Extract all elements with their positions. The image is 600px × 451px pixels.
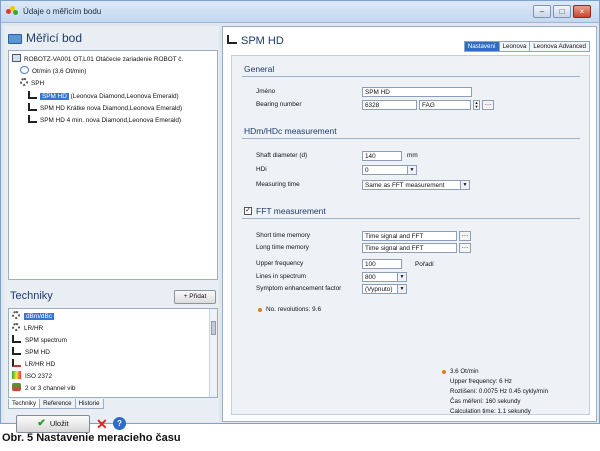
spm-icon: [28, 115, 37, 123]
measuring-point-title: Měřicí bod: [26, 31, 83, 45]
app-icon: [6, 6, 18, 17]
selected-tree-label: SPM HD: [42, 93, 67, 100]
add-technique-button[interactable]: + Přidat: [174, 290, 216, 304]
info-upper-frequency: Upper frequency: 6 Hz: [450, 378, 512, 385]
info-rpm: 3.6 Ot/min: [450, 368, 479, 375]
chevron-down-icon: ▼: [397, 285, 406, 293]
measuring-time-value: Same as FFT measurement: [365, 182, 445, 189]
divider: [242, 218, 580, 219]
title-bar[interactable]: [1, 1, 599, 23]
hdi-select[interactable]: [362, 165, 417, 175]
techniques-list[interactable]: [8, 308, 218, 398]
help-icon[interactable]: ?: [113, 417, 126, 430]
technique-label: ISO 2372: [25, 373, 53, 380]
tree-item-spm-hd-short[interactable]: [28, 103, 182, 114]
chevron-down-icon: ▼: [397, 273, 406, 281]
technique-label: dBm/dBc: [26, 313, 52, 320]
upper-frequency-field[interactable]: 100: [362, 259, 402, 269]
tree-item-label: SPM HD 4 min. nova Diamond,Leonova Emerald): [40, 117, 182, 124]
bearing-spinner[interactable]: ▲ ▼: [474, 100, 479, 109]
measurement-info: [442, 368, 582, 418]
iso-icon: [12, 371, 21, 379]
technique-spm-hd[interactable]: [12, 347, 50, 358]
close-button[interactable]: ×: [573, 5, 591, 18]
info-measuring-time: Čas měření: 160 sekundy: [450, 398, 521, 405]
tree-item-machine[interactable]: [12, 54, 183, 65]
short-memory-label: Short time memory: [256, 232, 310, 239]
tree-item-rpm[interactable]: [20, 66, 86, 77]
computer-icon: [12, 54, 21, 62]
tree-item-spm-hd-4min[interactable]: [28, 115, 181, 126]
upper-frequency-label: Upper frequency: [256, 260, 304, 267]
fft-section-title: FFT measurement: [256, 206, 326, 216]
measuring-time-select[interactable]: [362, 180, 470, 190]
revolutions-text: No. revolutions: 9.6: [266, 306, 322, 313]
symptom-label: Symptom enhancement factor: [256, 285, 342, 292]
technique-label: 2 or 3 channel vib: [25, 385, 76, 392]
bearing-maker-field[interactable]: FAG: [419, 100, 471, 110]
technique-channel-vib[interactable]: [12, 383, 75, 394]
long-memory-field[interactable]: Time signal and FFT: [362, 243, 457, 253]
minimize-button[interactable]: –: [533, 5, 551, 18]
technique-title-text: SPM HD: [241, 35, 284, 47]
maximize-button[interactable]: □: [553, 5, 571, 18]
technique-spm-spectrum[interactable]: [12, 335, 67, 346]
checkmark-icon: ✔: [37, 418, 46, 429]
chevron-down-icon: ▼: [407, 166, 416, 174]
save-button-label: Uložit: [49, 419, 69, 428]
technique-iso-2372[interactable]: [12, 371, 52, 382]
left-pane: [4, 26, 219, 432]
hdi-value: 0: [365, 167, 369, 174]
gear-icon: [12, 323, 20, 331]
window-title: Údaje o měřicím bodu: [23, 7, 102, 16]
lines-select[interactable]: [362, 272, 407, 282]
vib-icon: [12, 383, 21, 391]
gear-icon: [20, 78, 28, 86]
info-calculation-time: Calculation time: 1.1 sekundy: [450, 408, 531, 415]
cancel-icon[interactable]: ✕: [96, 416, 108, 432]
speed-icon: [20, 66, 29, 74]
info-resolution: Rozlišení: 0.0075 Hz 0.45 cykly/min: [450, 388, 549, 395]
techniques-title: Techniky: [10, 290, 53, 302]
symptom-value: (Vypnuto): [365, 286, 393, 293]
divider: [242, 138, 580, 139]
chevron-down-icon: ▼: [460, 181, 469, 189]
chart-icon: [12, 359, 21, 367]
tab-historie[interactable]: Historie: [75, 399, 104, 409]
right-pane: [222, 26, 597, 422]
lines-label: Lines in spectrum: [256, 273, 307, 280]
technique-label: LR/HR: [24, 325, 44, 332]
general-section-title: General: [244, 64, 275, 74]
bullet-icon: [442, 370, 446, 374]
hdi-label: HDi: [256, 166, 267, 173]
tab-reference[interactable]: Reference: [39, 399, 76, 409]
gear-icon: [12, 311, 20, 319]
tree-item-spm-hd[interactable]: [28, 91, 179, 102]
settings-tabs: [465, 41, 590, 52]
settings-panel: [231, 55, 590, 415]
spm-icon: [12, 347, 21, 355]
techniques-header: [8, 288, 218, 306]
symptom-select[interactable]: [362, 284, 407, 294]
technique-dbm-dbc[interactable]: [12, 311, 54, 322]
hdm-section-title: HDm/HDc measurement: [244, 126, 337, 136]
tree-item-label: (Leonova Diamond,Leonova Emerald): [70, 93, 179, 100]
bullet-icon: [258, 308, 262, 312]
lines-value: 800: [365, 274, 376, 281]
tree-item-sph[interactable]: [20, 78, 44, 89]
name-label: Jméno: [256, 88, 276, 95]
short-memory-browse-button[interactable]: …: [459, 231, 471, 241]
bottom-tabs: [8, 399, 103, 409]
technique-label: SPM HD: [25, 349, 50, 356]
tab-nastaveni[interactable]: Nastavení: [464, 41, 500, 52]
spm-icon: [28, 103, 37, 111]
shaft-diameter-field[interactable]: 140: [362, 151, 402, 161]
folder-icon: [8, 34, 22, 44]
technique-lr-hr[interactable]: [12, 323, 43, 334]
tree-item-label: SPM HD Krátke nova Diamond,Leonova Emerald): [40, 105, 183, 112]
long-memory-browse-button[interactable]: …: [459, 243, 471, 253]
techniques-scrollbar[interactable]: [209, 309, 217, 397]
tree-item-label: ROBOTZ-VA001 OT.L01 Otáčecie zariadenie ROBOT č.: [24, 56, 184, 63]
measuring-point-tree[interactable]: [8, 50, 218, 280]
long-memory-label: Long time memory: [256, 244, 309, 251]
scrollbar-thumb[interactable]: [211, 321, 216, 335]
bearing-number-field[interactable]: 6328: [362, 100, 417, 110]
spm-icon: [227, 35, 237, 44]
technique-title: [227, 35, 284, 47]
shaft-diameter-label: Shaft diameter (d): [256, 152, 308, 159]
divider: [242, 76, 580, 77]
tab-techniky[interactable]: Techniky: [8, 399, 40, 409]
tree-item-label: SPH: [31, 80, 45, 87]
technique-label: SPM spectrum: [25, 337, 67, 344]
measuring-time-label: Measuring time: [256, 181, 300, 188]
figure-caption: Obr. 5 Nastavenie meracieho času: [2, 432, 181, 444]
tree-item-label: Ot/min (3.6 Ot/min): [32, 68, 87, 75]
technique-lr-hr-hd[interactable]: [12, 359, 55, 370]
technique-label: LR/HR HD: [25, 361, 56, 368]
measuring-point-header: [6, 30, 218, 48]
spm-icon: [28, 91, 37, 99]
tab-leonova-advanced[interactable]: Leonova Advanced: [529, 41, 590, 52]
name-field[interactable]: SPM HD: [362, 87, 472, 97]
short-memory-field[interactable]: Time signal and FFT: [362, 231, 457, 241]
upper-frequency-unit: Pořadí: [415, 261, 434, 268]
spm-icon: [12, 335, 21, 343]
fft-checkbox[interactable]: ✓: [245, 207, 251, 214]
bearing-number-label: Bearing number: [256, 101, 302, 108]
tab-leonova[interactable]: Leonova: [499, 41, 531, 52]
bearing-browse-button[interactable]: …: [482, 100, 494, 110]
save-button[interactable]: [16, 415, 90, 433]
shaft-unit-label: mm: [407, 152, 418, 159]
